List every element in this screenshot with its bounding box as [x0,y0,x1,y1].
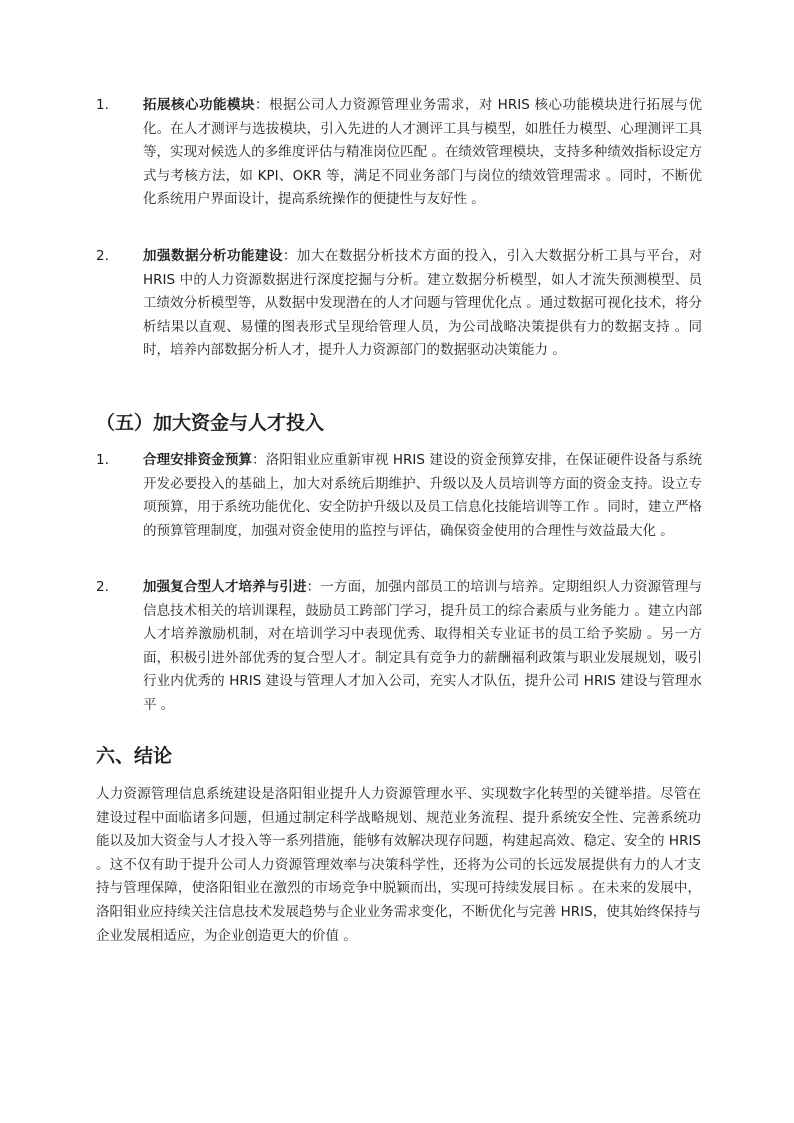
list-item-term: 加强数据分析功能建设 [143,248,283,264]
list-item-number: 2. [96,579,109,595]
list-item [96,449,702,543]
list-item [96,576,702,718]
list-item-number: 2. [96,248,109,264]
list-item-body [143,245,702,363]
list-item-number: 1. [96,97,109,113]
list-item-text: ：洛阳钼业应重新审视 HRIS 建设的资金预算安排，在保证硬件设备与系统开发必要投入的基础上，加大对系统后期维护、升级以及人员培训等方面的资金支持。设立专项预算，用于系统功能优化、安全防护升级以及员工信息化技能培训等工作 。同时，建立严格的预算管理制度，加强对资金使用的监控与评估，确保资金使用的合理性与效益最大化 。 [143,452,702,539]
list-item-body [143,576,702,718]
list-item-text: ：根据公司人力资源管理业务需求，对 HRIS 核心功能模块进行拓展与优化。在人才测评与选拔模块，引入先进的人才测评工具与模型，如胜任力模型、心理测评工具等，实现对候选人的多维度评估与精准岗位匹配 。在绩效管理模块，支持多种绩效指标设定方式与考核方法，如 KPI、OKR 等，满足不同业务部门与岗位的绩效管理需求 。同时，不断优化系统用户界面设计，提高系统操作的便捷性与友好性 。 [143,97,702,208]
list-item-term: 合理安排资金预算 [143,452,253,468]
list-item-term: 拓展核心功能模块 [143,97,255,113]
list-item-number: 1. [96,452,109,468]
section-heading-five: （五）加大资金与人才投入 [96,412,325,434]
list-item-body [143,449,702,543]
list-item [96,94,702,212]
list-item-text: ：加大在数据分析技术方面的投入，引入大数据分析工具与平台，对 HRIS 中的人力资源数据进行深度挖掘与分析。建立数据分析模型，如人才流失预测模型、员工绩效分析模型等，从数据中发现潜在的人才问题与管理优化点 。通过数据可视化技术，将分析结果以直观、易懂的图表形式呈现给管理人员，为公司战略决策提供有力的数据支持 。同时，培养内部数据分析人才，提升人力资源部门的数据驱动决策能力 。 [143,248,703,359]
section-heading-six: 六、结论 [96,745,173,767]
conclusion-paragraph: 人力资源管理信息系统建设是洛阳钼业提升人力资源管理水平、实现数字化转型的关键举措。尽管在建设过程中面临诸多问题，但通过制定科学战略规划、规范业务流程、提升系统安全性、完善系统功能以及加大资金与人才投入等一系列措施，能够有效解决现存问题，构建起高效、稳定、安全的 HRIS 。这不仅有助于提升公司人力资源管理效率与决策科学性，还将为公司的长远发展提供有力的人才支持与管理保障，使洛阳钼业在激烈的市场竞争中脱颖而出，实现可持续发展目标 。在未来的发展中，洛阳钼业应持续关注信息技术发展趋势与企业业务需求变化，不断优化与完善 HRIS，使其始终保持与企业发展相适应，为企业创造更大的价值 。 [96,786,701,944]
list-item-body [143,94,702,212]
list-item [96,245,702,363]
list-item-text: ：一方面，加强内部员工的培训与培养。定期组织人力资源管理与信息技术相关的培训课程，鼓励员工跨部门学习，提升员工的综合素质与业务能力 。建立内部人才培养激励机制，对在培训学习中表现优秀、取得相关专业证书的员工给予奖励 。另一方面，积极引进外部优秀的复合型人才。制定具有竞争力的薪酬福利政策与职业发展规划，吸引行业内优秀的 HRIS 建设与管理人才加入公司，充实人才队伍，提升公司 HRIS 建设与管理水平 。 [143,579,703,713]
list-item-term: 加强复合型人才培养与引进 [143,579,307,595]
